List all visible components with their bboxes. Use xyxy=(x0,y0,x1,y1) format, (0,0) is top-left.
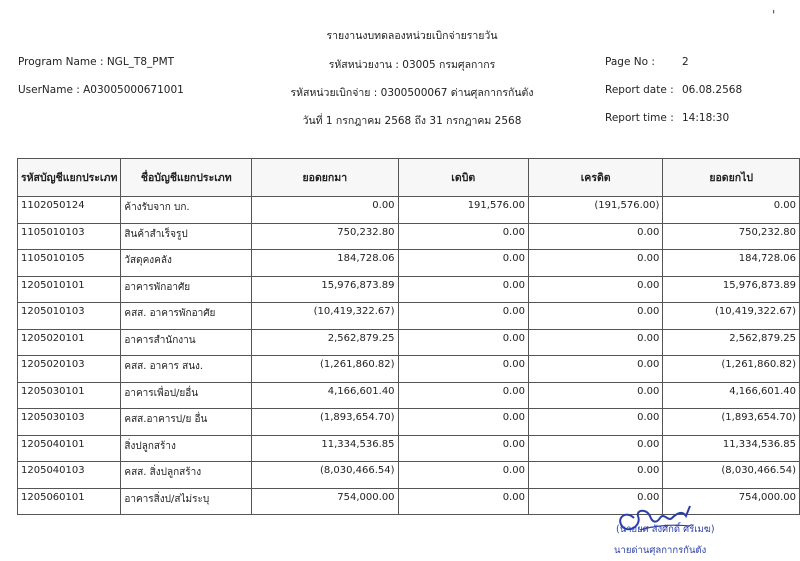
amount-cell: 0.00 xyxy=(528,488,662,515)
column-header: ยอดยกไป xyxy=(663,159,800,197)
table-row xyxy=(18,356,800,383)
table-row xyxy=(18,250,800,277)
amount-cell: (1,261,860.82) xyxy=(663,356,800,383)
report-title: รายงานงบทดลองหน่วยเบิกจ่ายรายวัน xyxy=(326,30,498,42)
table-row xyxy=(18,382,800,409)
user-name: UserName : A03005000671001 xyxy=(18,84,184,96)
account-code: 1205040103 xyxy=(18,462,121,489)
account-name: อาคารเพื่อป/ยอื่น xyxy=(121,382,252,409)
amount-cell: (10,419,322.67) xyxy=(663,303,800,330)
amount-cell: 184,728.06 xyxy=(663,250,800,277)
table-row xyxy=(18,462,800,489)
account-code: 1102050124 xyxy=(18,197,121,224)
account-name: คสส.อาคารป/ย อื่น xyxy=(121,409,252,436)
amount-cell: 0.00 xyxy=(528,276,662,303)
column-header: ชื่อบัญชีแยกประเภท xyxy=(121,159,252,197)
account-name: ค้างรับจาก บก. xyxy=(121,197,252,224)
account-name: อาคารสำนักงาน xyxy=(121,329,252,356)
amount-cell: 15,976,873.89 xyxy=(252,276,398,303)
amount-cell: 2,562,879.25 xyxy=(663,329,800,356)
agency-code: รหัสหน่วยงาน : 03005 กรมศุลกากร xyxy=(328,59,496,71)
account-name: สิ่งปลูกสร้าง xyxy=(121,435,252,462)
amount-cell: 0.00 xyxy=(663,197,800,224)
amount-cell: 0.00 xyxy=(398,382,528,409)
report-period: วันที่ 1 กรกฎาคม 2568 ถึง 31 กรกฎาคม 2568 xyxy=(302,115,522,127)
amount-cell: 0.00 xyxy=(398,488,528,515)
amount-cell: (8,030,466.54) xyxy=(252,462,398,489)
amount-cell: 0.00 xyxy=(398,329,528,356)
column-header: เดบิต xyxy=(398,159,528,197)
amount-cell: 0.00 xyxy=(528,223,662,250)
amount-cell: 0.00 xyxy=(398,303,528,330)
account-name: สินค้าสำเร็จรูป xyxy=(121,223,252,250)
amount-cell: (1,893,654.70) xyxy=(663,409,800,436)
amount-cell: 0.00 xyxy=(528,329,662,356)
account-name: อาคารพักอาศัย xyxy=(121,276,252,303)
table-row xyxy=(18,435,800,462)
report-date-label: Report date : xyxy=(605,84,674,96)
amount-cell: 750,232.80 xyxy=(252,223,398,250)
account-code: 1205020103 xyxy=(18,356,121,383)
column-header: ยอดยกมา xyxy=(252,159,398,197)
amount-cell: 0.00 xyxy=(398,435,528,462)
amount-cell: (8,030,466.54) xyxy=(663,462,800,489)
signer-name: (นายยศ สังศักดิ์ ศรีเมฆ) xyxy=(616,524,715,535)
amount-cell: 11,334,536.85 xyxy=(663,435,800,462)
trial-balance-table xyxy=(17,158,800,515)
report-time: 14:18:30 xyxy=(682,112,730,124)
amount-cell: 184,728.06 xyxy=(252,250,398,277)
amount-cell: 11,334,536.85 xyxy=(252,435,398,462)
table-header-row xyxy=(18,159,800,197)
amount-cell: (1,261,860.82) xyxy=(252,356,398,383)
amount-cell: 0.00 xyxy=(528,356,662,383)
amount-cell: 750,232.80 xyxy=(663,223,800,250)
amount-cell: 0.00 xyxy=(528,409,662,436)
account-name: อาคารสิ่งป/สไม่ระบุ xyxy=(121,488,252,515)
amount-cell: 0.00 xyxy=(398,409,528,436)
amount-cell: 0.00 xyxy=(528,250,662,277)
table-row xyxy=(18,409,800,436)
amount-cell: 4,166,601.40 xyxy=(252,382,398,409)
amount-cell: 0.00 xyxy=(398,250,528,277)
signer-position: นายด่านศุลกากรกันตัง xyxy=(614,545,707,556)
amount-cell: 4,166,601.40 xyxy=(663,382,800,409)
program-name: Program Name : NGL_T8_PMT xyxy=(18,56,175,68)
amount-cell: 0.00 xyxy=(398,462,528,489)
account-code: 1205030101 xyxy=(18,382,121,409)
account-name: คสส. อาคารพักอาศัย xyxy=(121,303,252,330)
page-label: Page No : xyxy=(605,56,655,68)
amount-cell: 0.00 xyxy=(528,303,662,330)
account-code: 1105010103 xyxy=(18,223,121,250)
account-code: 1205030103 xyxy=(18,409,121,436)
account-code: 1205040101 xyxy=(18,435,121,462)
table-row xyxy=(18,223,800,250)
table-row xyxy=(18,276,800,303)
account-code: 1205010101 xyxy=(18,276,121,303)
account-code: 1205010103 xyxy=(18,303,121,330)
column-header: รหัสบัญชีแยกประเภท xyxy=(18,159,121,197)
amount-cell: 0.00 xyxy=(252,197,398,224)
disbursing-unit: รหัสหน่วยเบิกจ่าย : 0300500067 ด่านศุลกากรกันตัง xyxy=(290,87,534,99)
amount-cell: (1,893,654.70) xyxy=(252,409,398,436)
amount-cell: 15,976,873.89 xyxy=(663,276,800,303)
report-date: 06.08.2568 xyxy=(682,84,743,96)
amount-cell: 0.00 xyxy=(528,462,662,489)
amount-cell: 754,000.00 xyxy=(663,488,800,515)
table-row xyxy=(18,197,800,224)
table-row xyxy=(18,329,800,356)
account-code: 1205060101 xyxy=(18,488,121,515)
corner-mark: ' xyxy=(772,8,776,22)
page-number: 2 xyxy=(682,56,689,68)
amount-cell: 0.00 xyxy=(528,382,662,409)
report-time-label: Report time : xyxy=(605,112,674,124)
account-code: 1105010105 xyxy=(18,250,121,277)
amount-cell: 191,576.00 xyxy=(398,197,528,224)
column-header: เครดิต xyxy=(528,159,662,197)
amount-cell: 754,000.00 xyxy=(252,488,398,515)
account-name: คสส. สิ่งปลูกสร้าง xyxy=(121,462,252,489)
amount-cell: 0.00 xyxy=(398,223,528,250)
amount-cell: 0.00 xyxy=(398,356,528,383)
account-name: คสส. อาคาร สนง. xyxy=(121,356,252,383)
amount-cell: 0.00 xyxy=(528,435,662,462)
amount-cell: 2,562,879.25 xyxy=(252,329,398,356)
table-row xyxy=(18,303,800,330)
amount-cell: (191,576.00) xyxy=(528,197,662,224)
amount-cell: (10,419,322.67) xyxy=(252,303,398,330)
account-name: วัสดุคงคลัง xyxy=(121,250,252,277)
account-code: 1205020101 xyxy=(18,329,121,356)
amount-cell: 0.00 xyxy=(398,276,528,303)
